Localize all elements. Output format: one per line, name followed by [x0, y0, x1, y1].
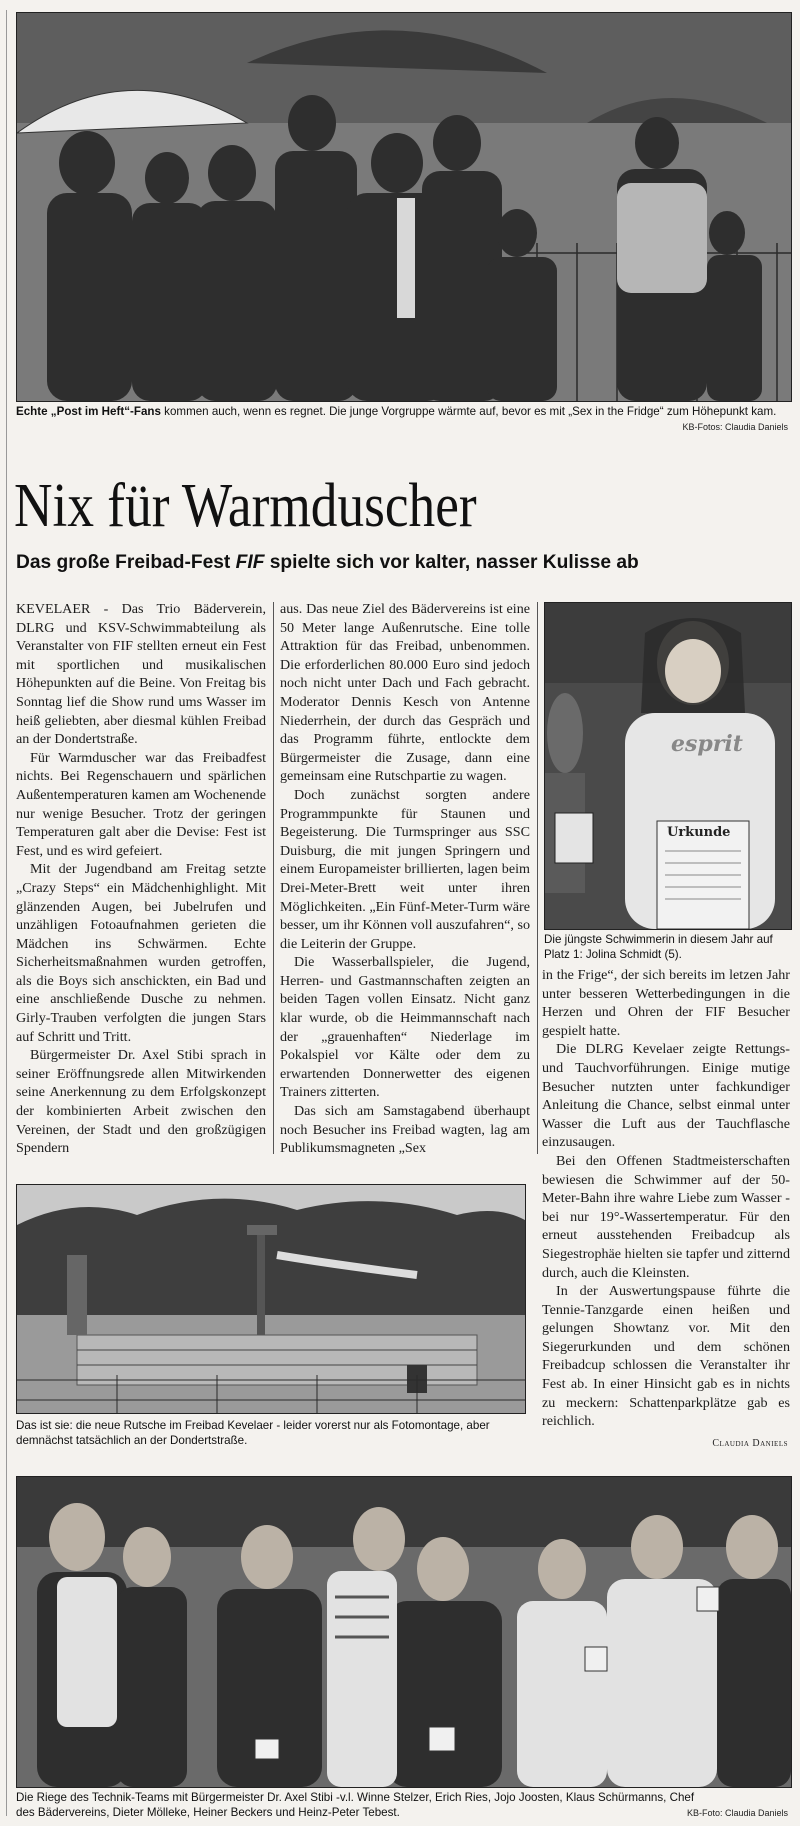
subheadline-part-2: spielte sich vor kalter, nasser Kulisse ab: [264, 552, 639, 573]
col1-paragraph-4: Bürgermeister Dr. Axel Stibi sprach in seiner Eröffnungsrede allen Mitwirkenden seine Anerkennung zu dem Erfolgskonzept der kombinierten Arbeit zwischen den Vereinen, der Stadt und den großzügigen Spendern: [16, 1047, 266, 1157]
col1-paragraph-1: KEVELAER - Das Trio Bäderverein, DLRG und KSV-Schwimmabteilung als Veranstalter von FIF stellten erneut ein Fest mit sportlichen und musikalischen Höhepunkten auf die Beine. Von Freitag bis Sonntag lief die Show rund ums Wasser im heiß geliebten, aber diesmal kühlen Freibad an der Dondertstraße.: [16, 601, 266, 748]
article-column-1: [16, 600, 266, 1158]
subheadline: [16, 552, 639, 574]
photo-fans-caption-lead: Echte „Post im Heft“-Fans: [16, 405, 161, 418]
photo-technik-team-caption: Die Riege des Technik-Teams mit Bürgermeister Dr. Axel Stibi -v.l. Winne Stelzer, Erich Ries, Jojo Joosten, Klaus Schürmanns, Chef des Bädervereins, Dieter Mölleke, Heiner Beckers und Heinz-Peter Tebest.: [16, 1791, 695, 1819]
subheadline-part-1: Das große Freibad-Fest: [16, 552, 236, 573]
page-edge-line: [6, 10, 7, 1816]
article-column-3: [542, 966, 790, 1431]
shirt-lettering: esprit: [671, 731, 743, 757]
article-author: Claudia Daniels: [712, 1438, 788, 1449]
photo-fans-credit: KB-Fotos: Claudia Daniels: [682, 422, 788, 432]
photo-pool-slide-montage: [16, 1184, 526, 1414]
col3-paragraph-2: Die DLRG Kevelaer zeigte Rettungs- und Tauchvorführungen. Einige mutige Besucher nutzten unter fachkundiger Anleitung die Chance, selbst einmal unter Wasser die Luft aus der Tauchflasche einzusaugen.: [542, 1041, 790, 1151]
col1-paragraph-3: Mit der Jugendband am Freitag setzte „Crazy Steps“ ein Mädchenhighlight. Mit glänzenden Augen, bei Jubelrufen und unzähligen Fotoaufnahmen gerieten die Mädchen ins Schwärmen. Echte Sicherheitsmaßnahmen wurden getroffen, als die Boys sich anschickten, ein Bad und eine anschließende Dusche zu nehmen. Girly-Trauben verfolgten die jungen Stars auf Schritt und Tritt.: [16, 861, 266, 1045]
photo-youngest-swimmer: [544, 602, 792, 930]
headline: Nix für Warmduscher: [14, 472, 477, 540]
photo-fans-caption: [16, 404, 790, 419]
column-rule-1: [273, 602, 274, 1154]
col1-paragraph-2: Für Warmduscher war das Freibadfest nichts. Bei Regenschauern und spärlichen Außentemperaturen kamen am Wochenende nur wenige Besucher. Trotz der geringen Temperaturen galt aber die Devise: Fest ist Fest, und es wird gefeiert.: [16, 749, 266, 859]
photo-fans-in-rain: [16, 12, 792, 402]
photo-technik-team-credit: KB-Foto: Claudia Daniels: [686, 1808, 788, 1818]
column-rule-2: [537, 602, 538, 1154]
col2-paragraph-4: Das sich am Samstagabend überhaupt noch Besucher ins Freibad wagten, lag am Publikumsmagneten „Sex: [280, 1103, 530, 1157]
subheadline-fif: FIF: [235, 552, 265, 573]
photo-youngest-swimmer-caption: Die jüngste Schwimmerin in diesem Jahr auf Platz 1: Jolina Schmidt (5).: [544, 933, 773, 961]
photo-fans-caption-text: kommen auch, wenn es regnet. Die junge Vorgruppe wärmte auf, bevor es mit „Sex in the Fridge“ zum Höhepunkt kam.: [160, 405, 777, 418]
col2-paragraph-2: Doch zunächst sorgten andere Programmpunkte für Staunen und Begeisterung. Die Turmspringer aus SSC Duisburg, die mit jungen Springern und einem Europameister brillierten, lagen beim Drei-Meter-Brett weit unter ihren Möglichkeiten. „Ein Fünf-Meter-Turm wäre besser, um ihr Können voll auszufahren“, so die Leiterin der Gruppe.: [280, 786, 530, 952]
col2-paragraph-1: aus. Das neue Ziel des Bädervereins ist eine 50 Meter lange Außenrutsche. Eine tolle Attraktion für das Freibad, unbenommen. Die erforderlichen 80.000 Euro sind jedoch noch nicht unter Dach und Fach gebracht. Moderator Dennis Kesch von Antenne Niederrhein, der durch das Gespräch und das Programm führte, entlockte dem Bürgermeister die Zusage, dann eine gemeinsam eine Rutschpartie zu wagen.: [280, 601, 530, 785]
col2-paragraph-3: Die Wasserballspieler, die Jugend, Herren- und Gastmannschaften zeigten an beiden Tagen vollen Einsatz. Nicht ganz klar wurde, ob die Heimmannschaft nach der „grauenhaften“ Niederlage im Pokalspiel vor Kälte oder dem zu erwartenden Donnerwetter des eigenen Trainers zitterten.: [280, 954, 530, 1101]
certificate-lettering: Urkunde: [667, 825, 731, 840]
col3-paragraph-3: Bei den Offenen Stadtmeisterschaften bewiesen die Schwimmer auf der 50-Meter-Bahn ihre wahre Liebe zum Wasser - bei nur 19°-Wassertemperatur. Für den erneut ausstehenden Freibadcup als Siegestrophäe hielten sie tapfer und zitternd durch, auch die Kleinsten.: [542, 1152, 790, 1281]
photo-technik-team: [16, 1476, 792, 1788]
article-column-2: [280, 600, 530, 1158]
col3-paragraph-1: in the Frige“, der sich bereits im letzen Jahr unter besseren Wetterbedingungen in die Herzen und Ohren der FIF Besucher gespielt hatte.: [542, 967, 790, 1039]
photo-pool-slide-caption: Das ist sie: die neue Rutsche im Freibad Kevelaer - leider vorerst nur als Fotomontage, aber demnächst tatsächlich an der Dondertstraße.: [16, 1419, 490, 1447]
col3-paragraph-4: In der Auswertungspause führte die Tennie-Tanzgarde einen heißen und gelungen Showtanz vor. Mit den Siegerurkunden und dem schönen Freibadcup schlossen die Veranstalter ihr Fest ab. In einer Hinsicht gab es in nichts zu meckern: Schattenparkplätze gab es reichlich.: [542, 1283, 790, 1430]
